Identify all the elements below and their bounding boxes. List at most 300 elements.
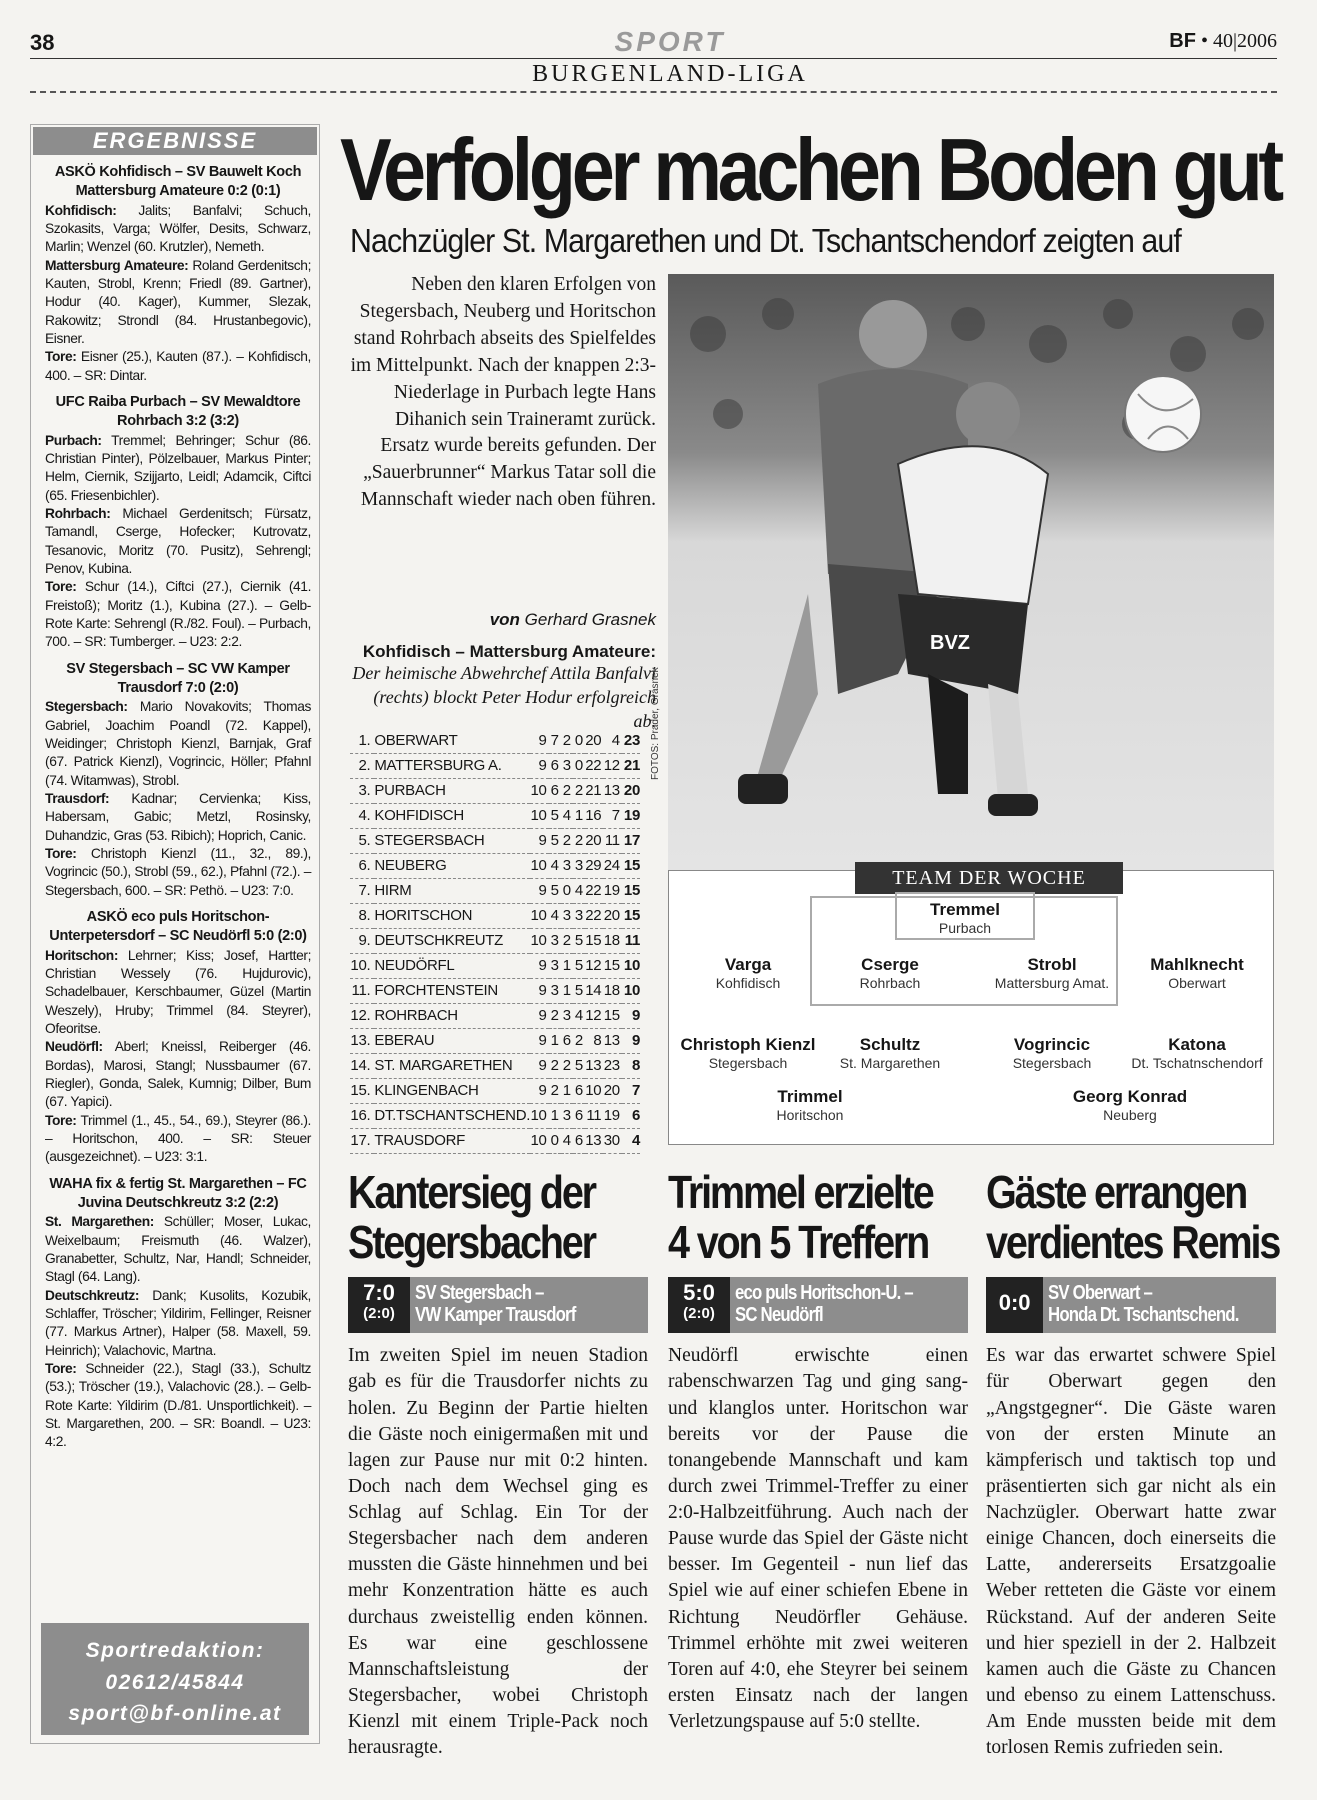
- team-home: eco puls Horitschon-U. –: [735, 1282, 913, 1305]
- table-cell-pos: 13.: [350, 1028, 374, 1053]
- match-detail: [45, 790, 311, 845]
- match-detail: [45, 1038, 311, 1111]
- match-teams: [730, 1277, 913, 1333]
- table-cell-g: 9: [530, 828, 548, 853]
- player-name: Strobl: [1027, 955, 1077, 974]
- detail-text: Dank; Kusolits, Kozubik, Schlaffer, Tröscher; Yildirim, Fellinger, Reisner (77. Markus Artner), Halper (58. Maxell, 59. Heinrich); Valachovic, Martna.: [45, 1287, 311, 1358]
- match-teams: [410, 1277, 576, 1333]
- detail-label: Tore:: [45, 349, 77, 365]
- table-cell-ga: 13: [603, 778, 621, 803]
- table-cell-d: 3: [561, 1003, 573, 1028]
- player-name: Tremmel: [930, 900, 1000, 919]
- player-name: Vogrincic: [1013, 1035, 1091, 1054]
- table-cell-pts: 10: [622, 953, 640, 978]
- table-cell-d: 6: [561, 1028, 573, 1053]
- table-cell-pts: 19: [622, 803, 640, 828]
- detail-label: Neudörfl:: [45, 1039, 103, 1055]
- table-cell-g: 9: [530, 1053, 548, 1078]
- table-cell-g: 10: [530, 853, 548, 878]
- table-cell-pts: 15: [622, 878, 640, 903]
- detail-text: Christoph Kienzl (11., 32., 89.), Vogrincic (50.), Strobl (59., 62.), Pfahnl (72.). – Stegersbach, 600. – SR: Pethö. – U23: 7:0.: [45, 846, 311, 898]
- table-cell-team: HIRM: [374, 878, 530, 903]
- detail-text: Roland Gerdenitsch; Kauten, Strobl, Krenn; Friedl (89. Gartner), Hodur (40. Kager), Kummer, Slezak, Rakowitz; Strondl (84. Hrustanbegovic), Eisner.: [45, 257, 311, 346]
- match-detail: [45, 698, 311, 790]
- article-title-line: Gäste errangen: [986, 1166, 1247, 1218]
- dashed-divider: [30, 91, 1277, 93]
- table-cell-team: NEUBERG: [374, 853, 530, 878]
- final-score: 0:0: [998, 1290, 1031, 1316]
- table-cell-ga: 18: [603, 928, 621, 953]
- table-cell-l: 2: [573, 1028, 585, 1053]
- table-cell-g: 9: [530, 728, 548, 753]
- table-cell-w: 6: [549, 778, 561, 803]
- table-cell-ga: 24: [603, 853, 621, 878]
- table-cell-team: PURBACH: [374, 778, 530, 803]
- table-cell-pts: 10: [622, 978, 640, 1003]
- contact-phone: 02612/45844: [105, 1670, 245, 1694]
- detail-text: Jalits; Banfalvi; Schuch, Szokasits, Varga; Wölfer, Desits, Schwarz, Marlin; Wenzel (60. Krutzler), Nemeth.: [45, 202, 311, 255]
- table-cell-team: OBERWART: [374, 728, 530, 753]
- table-cell-team: STEGERSBACH: [374, 828, 530, 853]
- table-cell-l: 5: [573, 1053, 585, 1078]
- table-cell-w: 4: [549, 853, 561, 878]
- table-cell-g: 10: [530, 803, 548, 828]
- table-cell-g: 10: [530, 928, 548, 953]
- table-cell-gf: 12: [585, 953, 603, 978]
- table-row: [350, 878, 640, 903]
- table-cell-g: 10: [530, 1128, 548, 1153]
- detail-label: Tore:: [45, 1361, 77, 1377]
- table-row: [350, 853, 640, 878]
- table-cell-pts: 15: [622, 853, 640, 878]
- match-detail: [45, 845, 311, 900]
- subheadline: Nachzügler St. Margarethen und Dt. Tschantschendorf zeigten auf: [350, 222, 1181, 259]
- table-cell-w: 3: [549, 928, 561, 953]
- final-score: 7:0: [363, 1280, 395, 1306]
- table-cell-pos: 1.: [350, 728, 374, 753]
- article-body: Es war das erwartet schwere Spiel für Oberwart gegen den „Angstgegner“. Die Gäste waren von der ersten Minute an kämpferisch und taktisch top und präsentierten sich gar nicht als ein Nachzügler. Oberwart hatte zwar einige Chancen, doch einerseits die Latte, andererseits Ersatzgoalie Weber retteten die Gäste vor einem Rückstand. Auf der anderen Seite und hier speziell in der 2. Halbzeit kamen auch die Gäste zu Chancen und ebenso zu einem Lattenschuss. Am Ende mussten beide mit dem torlosen Remis zufrieden sein.: [986, 1345, 1276, 1759]
- player-club: Rohrbach: [859, 975, 921, 991]
- player-defense-1: [668, 955, 828, 991]
- match-result: [31, 652, 319, 900]
- match-heading: WAHA fix & fertig St. Margarethen – FC Juvina Deutschkreutz 3:2 (2:2): [49, 1175, 307, 1211]
- table-cell-gf: 11: [585, 1103, 603, 1128]
- detail-label: Trausdorf:: [45, 790, 110, 806]
- table-cell-gf: 12: [585, 1003, 603, 1028]
- article-title-line: Trimmel erzielte: [668, 1166, 933, 1218]
- table-cell-d: 3: [561, 853, 573, 878]
- table-cell-pts: 9: [622, 1028, 640, 1053]
- article-title-line: 4 von 5 Treffern: [668, 1215, 929, 1268]
- league-table: [350, 728, 640, 1154]
- table-cell-team: EBERAU: [374, 1028, 530, 1053]
- match-result: [31, 900, 319, 1167]
- table-cell-w: 2: [549, 1003, 561, 1028]
- table-cell-w: 5: [549, 828, 561, 853]
- header-rule: [30, 58, 1277, 59]
- table-cell-d: 3: [561, 1103, 573, 1128]
- match-detail: [45, 202, 311, 257]
- table-cell-gf: 16: [585, 803, 603, 828]
- detail-text: Schüller; Moser, Lukac, Weixelbaum; Freismuth (46. Walzer), Granabetter, Schultz, Nar, Handl; Schneider, Stagl (64. Lang).: [45, 1214, 311, 1285]
- halftime-score: (2:0): [683, 1304, 715, 1322]
- photo-caption: [348, 610, 656, 733]
- table-cell-pts: 9: [622, 1003, 640, 1028]
- table-cell-d: 3: [561, 753, 573, 778]
- table-cell-d: 1: [561, 953, 573, 978]
- detail-label: Deutschkreutz:: [45, 1287, 140, 1303]
- table-cell-team: FORCHTENSTEIN: [374, 978, 530, 1003]
- detail-text: Trimmel (1., 45., 54., 69.), Steyrer (86.). – Horitschon, 400. – SR: Steuer (ausgezeichnet). – U23: 3:1.: [45, 1112, 311, 1165]
- score-box: [348, 1277, 410, 1333]
- table-row: [350, 778, 640, 803]
- article-body: Neudörfl erwischte einen rabenschwarzen Tag und ging sang- und klanglos unter. Horitschon war bereits vor der Pause die tonangebende Mannschaft und kam durch zwei Trimmel-Treffer zu einer 2:0-Halbzeitführung. Auch nach der Pause wurde das Spiel der Gäste nicht besser. Im Gegenteil - nun lief das Spiel wie auf einer schiefen Ebene in Richtung Neudörfler Gehäuse. Trimmel erhöhte mit zwei weiteren Toren auf 4:0, ehe Steyrer bei seinem ersten Einsatz nach der langen Verletzungspause auf 5:0 stellte.: [668, 1345, 968, 1733]
- table-cell-pos: 17.: [350, 1128, 374, 1153]
- match-result: [31, 385, 319, 652]
- table-cell-d: 2: [561, 1053, 573, 1078]
- detail-label: Tore:: [45, 579, 77, 595]
- player-defense-4: [1122, 955, 1272, 991]
- table-cell-l: 6: [573, 1078, 585, 1103]
- article-title: [668, 1166, 933, 1268]
- player-attack-2: [1050, 1087, 1210, 1123]
- table-cell-w: 7: [549, 728, 561, 753]
- player-club: Oberwart: [1168, 975, 1226, 991]
- player-club: Mattersburg Amat.: [994, 975, 1110, 991]
- lead-paragraph: Neben den klaren Erfolgen von Stegersbach, Neuberg und Horitschon stand Rohrbach abseits des Spielfeldes im Mittelpunkt. Nach der knappen 2:3-Niederlage in Purbach legte Hans Dihanich sein Traineramt zurück. Ersatz wurde bereits gefunden. Der „Sauerbrunner“ Markus Tatar soll die Mannschaft wieder nach oben führen.: [350, 274, 656, 511]
- match-detail: [45, 947, 311, 1039]
- table-cell-pos: 3.: [350, 778, 374, 803]
- article-body: Im zweiten Spiel im neuen Stadion gab es für die Trausdorfer nichts zu holen. Zu Beginn der Partie hielten die Gäste noch einigermaßen mit und lagen zur Pause nur mit 0:2 hinten. Doch nach dem Wechsel ging es Schlag auf Schlag. Ein Tor der Stegersbacher nach dem anderen mussten die Gäste hinnehmen und bei mehr Konzentration hätte es auch durchaus zweistellig enden können. Es war eine geschlossene Mannschaftsleistung der Stegersbacher, wobei Christoph Kienzl mit einem Triple-Pack noch herausragte.: [348, 1345, 648, 1759]
- table-cell-gf: 22: [585, 878, 603, 903]
- player-defense-2: [810, 955, 970, 991]
- table-cell-ga: 19: [603, 878, 621, 903]
- detail-text: Schur (14.), Ciftci (27.), Ciernik (41. Freistoß); Moritz (1.), Kubina (27.). – Gelb-Rote Karte: Sehrengl (R./82. Foul). – Purbach, 700. – SR: Tumberger. – U23: 2:2.: [45, 579, 311, 650]
- table-cell-w: 5: [549, 878, 561, 903]
- player-name: Mahlknecht: [1150, 955, 1244, 974]
- table-cell-team: MATTERSBURG A.: [374, 753, 530, 778]
- detail-text: Kadnar; Cervienka; Kiss, Habersam, Gabic; Metzl, Rosinsky, Duhandzic, Gras (53. Ribich); Hoprich, Canic.: [45, 790, 311, 843]
- match-detail: [45, 348, 311, 385]
- table-cell-pos: 11.: [350, 978, 374, 1003]
- table-cell-team: NEUDÖRFL: [374, 953, 530, 978]
- headline: Verfolger machen Boden gut: [340, 120, 1280, 219]
- table-row: [350, 828, 640, 853]
- table-cell-team: KOHFIDISCH: [374, 803, 530, 828]
- photo-credit: FOTOS: Prader, Grasnek: [650, 667, 661, 780]
- table-cell-ga: 4: [603, 728, 621, 753]
- match-result: [31, 1167, 319, 1452]
- player-club: Stegersbach: [1012, 1055, 1092, 1071]
- table-cell-ga: 20: [603, 903, 621, 928]
- match-heading: SV Stegersbach – SC VW Kamper Trausdorf 7:0 (2:0): [66, 660, 290, 696]
- table-cell-g: 9: [530, 978, 548, 1003]
- match-photo: [668, 274, 1274, 870]
- table-cell-gf: 29: [585, 853, 603, 878]
- table-cell-pos: 6.: [350, 853, 374, 878]
- table-cell-d: 1: [561, 1078, 573, 1103]
- player-name: Schultz: [859, 1035, 921, 1054]
- table-cell-ga: 15: [603, 953, 621, 978]
- table-row: [350, 1003, 640, 1028]
- table-cell-gf: 13: [585, 1128, 603, 1153]
- score-bar: [668, 1277, 968, 1333]
- byline-author: Gerhard Grasnek: [524, 610, 656, 629]
- table-cell-pos: 10.: [350, 953, 374, 978]
- table-cell-team: ST. MARGARETHEN: [374, 1053, 530, 1078]
- table-cell-team: ROHRBACH: [374, 1003, 530, 1028]
- table-cell-pos: 2.: [350, 753, 374, 778]
- player-club: St. Margarethen: [839, 1055, 941, 1071]
- player-name: Trimmel: [777, 1087, 843, 1106]
- table-cell-w: 3: [549, 953, 561, 978]
- table-cell-gf: 21: [585, 778, 603, 803]
- score-box: [986, 1277, 1043, 1333]
- player-midfield-3: [972, 1035, 1132, 1071]
- table-cell-d: 3: [561, 903, 573, 928]
- match-heading: UFC Raiba Purbach – SV Mewaldtore Rohrbach 3:2 (3:2): [55, 394, 301, 430]
- table-row: [350, 803, 640, 828]
- table-cell-pts: 17: [622, 828, 640, 853]
- article-title-line: Kantersieg der: [348, 1166, 595, 1218]
- ball-icon: [1125, 376, 1201, 452]
- player-club: Horitschon: [776, 1107, 844, 1123]
- detail-label: Rohrbach:: [45, 505, 111, 521]
- table-cell-pos: 5.: [350, 828, 374, 853]
- detail-text: Tremmel; Behringer; Schur (86. Christian Pinter), Pölzelbauer, Markus Pinter; Helm, Ciernik, Szijjarto, Leidl; Adamcik, Ciftci (65. Friesenbichler).: [45, 432, 311, 503]
- player-name: Varga: [724, 955, 772, 974]
- table-row: [350, 1078, 640, 1103]
- player-midfield-2: [810, 1035, 970, 1071]
- match-detail: [45, 505, 311, 578]
- article-1: [348, 1168, 648, 1761]
- player-goalkeeper: [895, 900, 1035, 936]
- match-detail: [45, 578, 311, 651]
- detail-label: St. Margarethen:: [45, 1214, 154, 1230]
- table-cell-l: 2: [573, 778, 585, 803]
- table-row: [350, 953, 640, 978]
- issue-brand: BF: [1169, 30, 1196, 52]
- article-title-line: verdientes Remis: [986, 1215, 1280, 1268]
- table-cell-d: 2: [561, 928, 573, 953]
- table-cell-g: 10: [530, 778, 548, 803]
- table-cell-w: 5: [549, 803, 561, 828]
- player-club: Dt. Tschatnschendorf: [1131, 1055, 1263, 1071]
- article-3: [986, 1166, 1280, 1761]
- score-bar: [348, 1277, 648, 1333]
- table-cell-g: 9: [530, 753, 548, 778]
- detail-text: Schneider (22.), Stagl (33.), Schultz (53.); Tröscher (19.), Valachovic (28.). – Gelb-Rote Karte: Yildirim (D./81. Unsportlichkeit). – St. Margarethen, 200. – SR: Boandl. – U23: 4:2.: [45, 1361, 311, 1450]
- table-row: [350, 903, 640, 928]
- article-title-line: Stegersbacher: [348, 1215, 595, 1268]
- byline: [348, 610, 656, 630]
- table-cell-d: 2: [561, 828, 573, 853]
- table-cell-gf: 20: [585, 828, 603, 853]
- detail-text: Mario Novakovits; Thomas Gabriel, Joachim Poandl (72. Kappel), Weidinger; Christoph Kienzl, Barnjak, Graf (67. Patrick Kienzl), Vogrincic, Höller; Pfahnl (74. Witamwas), Strobl.: [45, 699, 311, 788]
- table-row: [350, 978, 640, 1003]
- player-club: Stegersbach: [708, 1055, 788, 1071]
- table-cell-d: 4: [561, 1128, 573, 1153]
- issue-number: 40|2006: [1212, 30, 1277, 52]
- contact-box: [41, 1623, 309, 1735]
- contact-label: Sportredaktion:: [85, 1639, 265, 1662]
- detail-text: Eisner (25.), Kauten (87.). – Kohfidisch, 400. – SR: Dintar.: [45, 349, 311, 383]
- team-away: VW Kamper Trausdorf: [415, 1304, 576, 1327]
- byline-prefix: von: [489, 610, 520, 629]
- table-cell-g: 9: [530, 1028, 548, 1053]
- detail-text: Aberl; Kneissl, Reiberger (46. Bordas), Marosi, Stangl; Nussbaumer (67. Riegler), Gonda, Salek, Kumnig; Dilber, Bum (67. Yapici).: [45, 1039, 311, 1110]
- team-away: SC Neudörfl: [735, 1304, 823, 1327]
- table-cell-team: KLINGENBACH: [374, 1078, 530, 1103]
- player-club: Kohfidisch: [715, 975, 781, 991]
- table-cell-gf: 22: [585, 753, 603, 778]
- player-name: Christoph Kienzl: [680, 1035, 816, 1054]
- player-name: Georg Konrad: [1072, 1087, 1188, 1106]
- table-cell-pos: 14.: [350, 1053, 374, 1078]
- table-cell-w: 2: [549, 1078, 561, 1103]
- table-cell-w: 6: [549, 753, 561, 778]
- table-cell-pts: 23: [622, 728, 640, 753]
- table-cell-l: 6: [573, 1103, 585, 1128]
- shirt-text: BVZ: [930, 632, 970, 654]
- table-cell-g: 10: [530, 903, 548, 928]
- table-cell-pts: 8: [622, 1053, 640, 1078]
- table-cell-l: 4: [573, 878, 585, 903]
- table-cell-ga: 20: [603, 1078, 621, 1103]
- issue-info: [1169, 30, 1277, 53]
- table-cell-pts: 4: [622, 1128, 640, 1153]
- player-defense-3: [972, 955, 1132, 991]
- table-cell-w: 4: [549, 903, 561, 928]
- table-cell-pos: 15.: [350, 1078, 374, 1103]
- table-cell-pts: 21: [622, 753, 640, 778]
- match-heading: ASKÖ Kohfidisch – SV Bauwelt Koch Mattersburg Amateure 0:2 (0:1): [54, 164, 302, 200]
- table-cell-l: 0: [573, 753, 585, 778]
- detail-label: Tore:: [45, 1112, 77, 1128]
- table-cell-gf: 10: [585, 1078, 603, 1103]
- detail-label: Mattersburg Amateure:: [45, 257, 189, 273]
- detail-text: Lehrner; Kiss; Josef, Hartter; Christian Wessely (76. Hujdurovic), Schadelbauer, Kerschbaumer, Güzel (Martin Weszely), Hruby; Trimmel (84. Steyrer), Ofeoritse.: [45, 947, 311, 1036]
- detail-label: Stegersbach:: [45, 699, 128, 715]
- score-bar: [986, 1277, 1276, 1333]
- table-cell-w: 1: [549, 1103, 561, 1128]
- article-title: [986, 1166, 1280, 1268]
- detail-label: Kohfidisch:: [45, 202, 117, 218]
- table-cell-g: 9: [530, 1003, 548, 1028]
- table-row: [350, 1053, 640, 1078]
- table-cell-pos: 12.: [350, 1003, 374, 1028]
- final-score: 5:0: [683, 1280, 715, 1306]
- table-cell-gf: 15: [585, 928, 603, 953]
- table-cell-pos: 4.: [350, 803, 374, 828]
- detail-label: Purbach:: [45, 432, 102, 448]
- table-cell-l: 3: [573, 853, 585, 878]
- table-cell-ga: 7: [603, 803, 621, 828]
- table-row: [350, 753, 640, 778]
- table-cell-g: 10: [530, 1103, 548, 1128]
- caption-title: Kohfidisch – Mattersburg Amateure:: [362, 642, 656, 661]
- table-cell-gf: 8: [585, 1028, 603, 1053]
- table-cell-pts: 6: [622, 1103, 640, 1128]
- table-cell-gf: 20: [585, 728, 603, 753]
- table-cell-pos: 16.: [350, 1103, 374, 1128]
- match-detail: [45, 1360, 311, 1452]
- player-club: Purbach: [938, 920, 992, 936]
- table-cell-w: 0: [549, 1128, 561, 1153]
- match-list: [31, 155, 319, 1452]
- match-detail: [45, 1112, 311, 1167]
- table-cell-l: 6: [573, 1128, 585, 1153]
- player-name: Cserge: [861, 955, 919, 974]
- match-detail: [45, 257, 311, 349]
- match-detail: [45, 1287, 311, 1360]
- player-club: Neuberg: [1103, 1107, 1157, 1123]
- table-cell-team: DEUTSCHKREUTZ: [374, 928, 530, 953]
- table-cell-team: TRAUSDORF: [374, 1128, 530, 1153]
- team-home: SV Stegersbach –: [415, 1282, 544, 1305]
- table-cell-l: 5: [573, 978, 585, 1003]
- table-cell-pos: 8.: [350, 903, 374, 928]
- issue-bullet: •: [1200, 30, 1208, 52]
- detail-label: Horitschon:: [45, 947, 119, 963]
- table-cell-ga: 11: [603, 828, 621, 853]
- table-cell-pts: 20: [622, 778, 640, 803]
- table-cell-w: 1: [549, 1028, 561, 1053]
- table-cell-g: 9: [530, 953, 548, 978]
- results-sidebar: [30, 124, 320, 1744]
- match-teams: [1043, 1277, 1239, 1333]
- section-title: SPORT: [614, 26, 726, 57]
- table-cell-d: 1: [561, 978, 573, 1003]
- table-cell-pos: 7.: [350, 878, 374, 903]
- table-cell-gf: 13: [585, 1053, 603, 1078]
- detail-label: Tore:: [45, 846, 77, 861]
- caption-text: Der heimische Abwehrchef Attila Banfalvi (rechts) blockt Peter Hodur erfolgreich ab.: [352, 663, 656, 731]
- team-home: SV Oberwart –: [1048, 1282, 1153, 1305]
- table-row: [350, 1103, 640, 1128]
- table-cell-team: DT.TSCHANTSCHEND.: [374, 1103, 530, 1128]
- team-of-week-title: TEAM DER WOCHE: [855, 862, 1123, 894]
- table-cell-l: 1: [573, 803, 585, 828]
- table-cell-g: 9: [530, 1078, 548, 1103]
- table-cell-ga: 23: [603, 1053, 621, 1078]
- table-cell-d: 2: [561, 728, 573, 753]
- table-row: [350, 728, 640, 753]
- table-row: [350, 1028, 640, 1053]
- contact-email[interactable]: sport@bf-online.at: [68, 1702, 282, 1725]
- table-cell-ga: 30: [603, 1128, 621, 1153]
- table-cell-ga: 15: [603, 1003, 621, 1028]
- match-detail: [45, 1213, 311, 1286]
- table-row: [350, 1128, 640, 1153]
- table-cell-l: 0: [573, 728, 585, 753]
- table-cell-pts: 7: [622, 1078, 640, 1103]
- table-cell-l: 3: [573, 903, 585, 928]
- table-cell-w: 3: [549, 978, 561, 1003]
- table-cell-gf: 22: [585, 903, 603, 928]
- table-cell-ga: 19: [603, 1103, 621, 1128]
- player-name: Katona: [1168, 1035, 1226, 1054]
- halftime-score: (2:0): [363, 1304, 395, 1322]
- table-cell-ga: 12: [603, 753, 621, 778]
- photo-illustration: [668, 274, 1274, 870]
- score-box: [668, 1277, 730, 1333]
- table-cell-l: 5: [573, 953, 585, 978]
- results-title: ERGEBNISSE: [33, 127, 317, 155]
- table-row: [350, 928, 640, 953]
- league-title: BURGENLAND-LIGA: [532, 61, 808, 87]
- page-number: 38: [30, 30, 55, 55]
